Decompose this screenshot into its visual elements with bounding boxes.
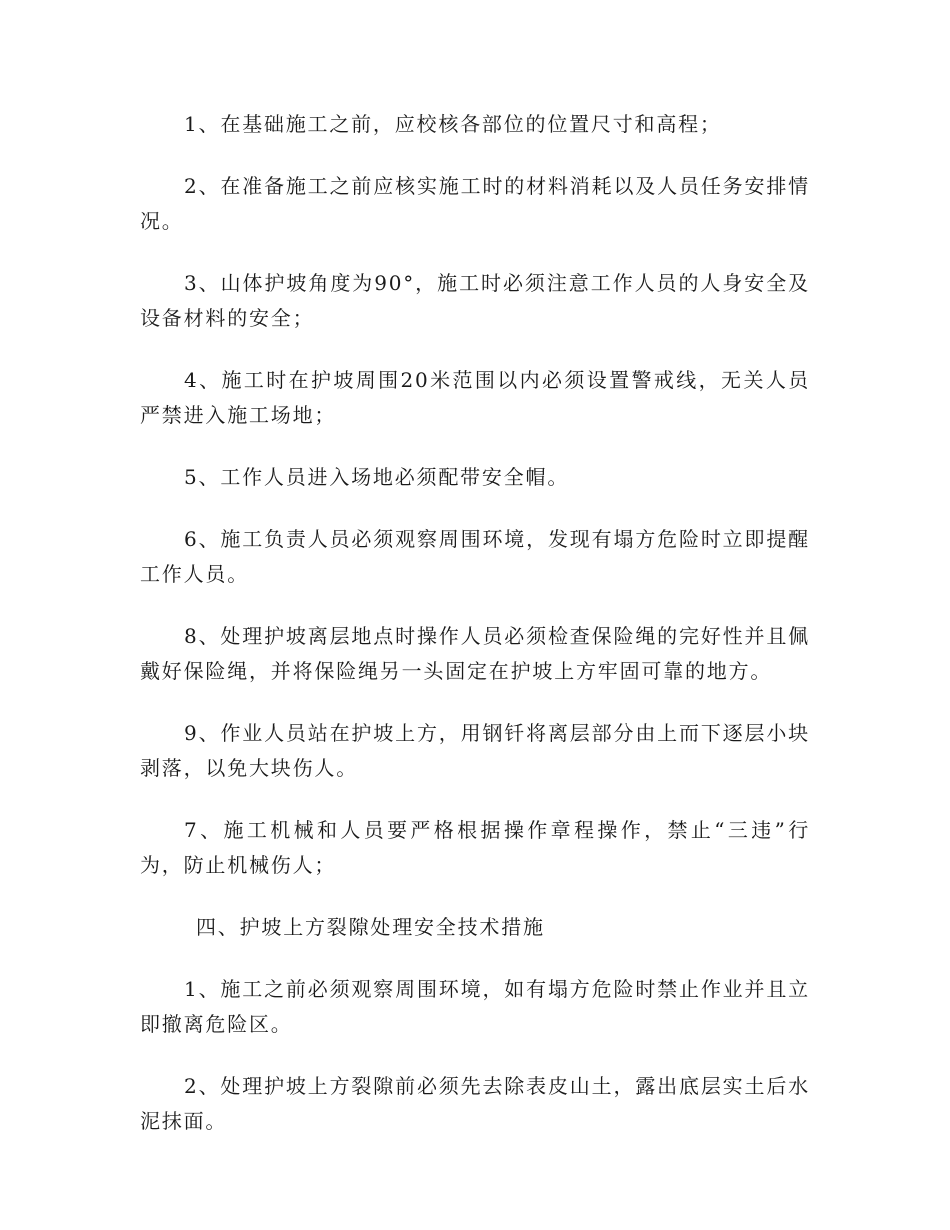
section-heading: 四、护坡上方裂隙处理安全技术措施: [196, 915, 545, 939]
paragraph-item-section4-1: 1、施工之前必须观察周围环境，如有塌方危险时禁止作业并且立即撤离危险区。: [140, 977, 810, 1036]
paragraph-item-3: 3、山体护坡角度为90°，施工时必须注意工作人员的人身安全及设备材料的安全；: [140, 271, 810, 330]
paragraph-item-section4-2: 2、处理护坡上方裂隙前必须先去除表皮山土，露出底层实土后水泥抹面。: [140, 1074, 810, 1133]
paragraph-item-9: 9、作业人员站在护坡上方，用钢钎将离层部分由上而下逐层小块剥落，以免大块伤人。: [140, 721, 810, 780]
paragraph-item-8: 8、处理护坡离层地点时操作人员必须检查保险绳的完好性并且佩戴好保险绳，并将保险绳另一头固定在护坡上方牢固可靠的地方。: [140, 624, 810, 683]
paragraph-item-6: 6、施工负责人员必须观察周围环境，发现有塌方危险时立即提醒工作人员。: [140, 527, 810, 586]
paragraph-item-1: 1、在基础施工之前，应校核各部位的位置尺寸和高程；: [184, 112, 722, 136]
paragraph-item-2: 2、在准备施工之前应核实施工时的材料消耗以及人员任务安排情况。: [140, 174, 810, 233]
paragraph-item-7: 7、施工机械和人员要严格根据操作章程操作，禁止“三违”行为，防止机械伤人；: [140, 818, 810, 877]
paragraph-item-4: 4、施工时在护坡周围20米范围以内必须设置警戒线，无关人员严禁进入施工场地；: [140, 368, 810, 427]
document-body: [140, 107, 810, 1166]
paragraph-item-5: 5、工作人员进入场地必须配带安全帽。: [184, 465, 570, 489]
